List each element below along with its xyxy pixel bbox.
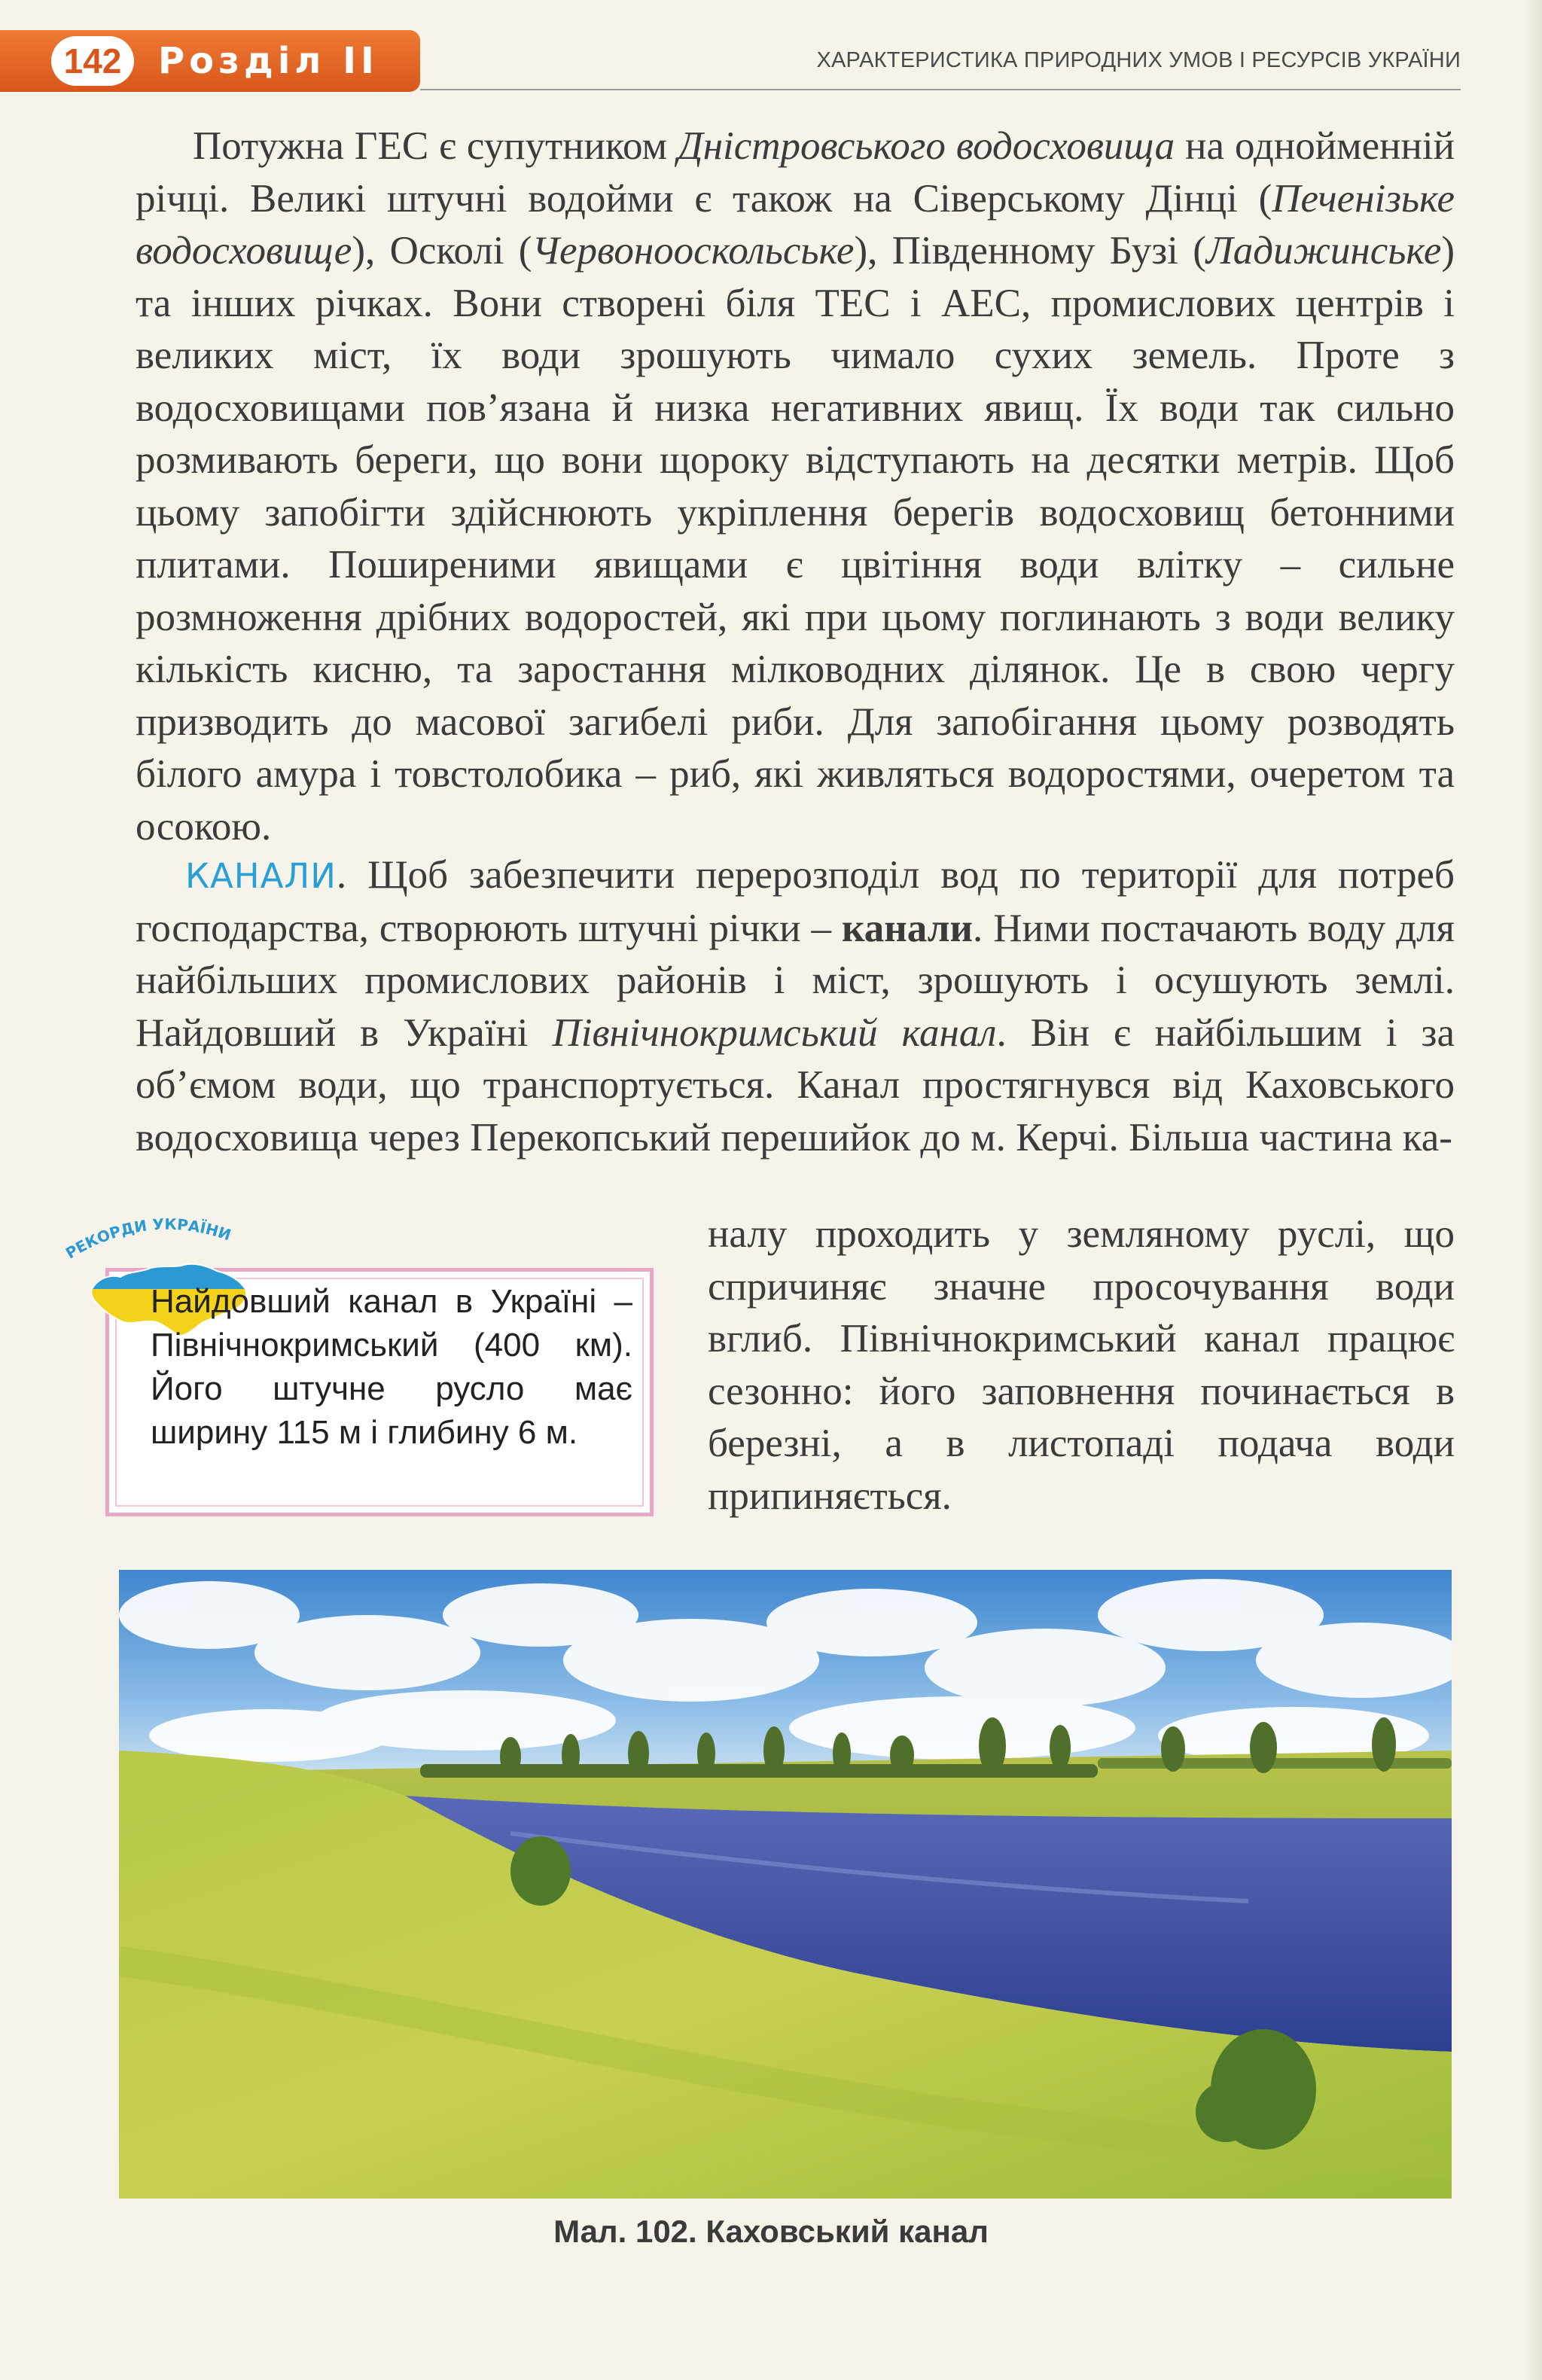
header-rule [420, 89, 1461, 90]
paragraph-canals-continued: налу проходить у земляному руслі, що спричиняє значне просочування води вглиб. Північнокримський канал працює сезонно: його заповнення починається в березні, а в листопаді подача води припиняється. [708, 1212, 1455, 1518]
section-label: Розділ II [158, 40, 379, 82]
records-box-text: Найдовший канал в Україні – Північнокримський (400 км). Його штучне русло має ширину 115 м і глибину 6 м. [151, 1283, 632, 1451]
italic-term: Ладижинське [1205, 229, 1442, 273]
figure-caption: Мал. 102. Каховський канал [553, 2214, 989, 2249]
subheading-canals: КАНАЛИ [185, 856, 337, 896]
bold-term: канали [842, 906, 974, 950]
italic-term: Дністровського водосховища [677, 124, 1175, 168]
text-run: ) та інших річках. Вони створені біля ТЕС і АЕС, промислових центрів і великих міст, їх води зрошують чимало сухих земель. Проте з водосховищами пов’язана й низка негативних явищ. Їх води так сильно розмивають береги, що вони щороку відступають на десятки метрів. Щоб цьому запобігти здійснюють укріплення берегів водосховищ бетонними плитами. Поширеними явищами є цвітіння води влітку – сильне розмноження дрібних водоростей, які при цьому поглинають з води велику кількість кисню, та заростання мілководних ділянок. Це в свою чергу призводить до масової загибелі риби. Для запобігання цьому розводять білого амура і товстолобика – риб, які живляться водоростями, очеретом та осокою. [136, 229, 1455, 849]
text-run: . Він є найбільшим і за об’ємом води, що транспортується. Канал простягнувся від Каховського водосховища через Перекопський перешийок до м. Керчі. Більша частина ка- [136, 1010, 1455, 1160]
italic-term: Печенізьке водосховище [136, 176, 1455, 273]
running-title: ХАРАКТЕРИСТИКА ПРИРОДНИХ УМОВ І РЕСУРСІВ УКРАЇНИ [816, 48, 1461, 72]
canal-photo [119, 1570, 1452, 2199]
italic-term: Північнокримський канал [552, 1010, 997, 1055]
text-run: Потужна ГЕС є супутником [193, 124, 678, 168]
canal-landscape-illustration [119, 1570, 1452, 2199]
text-run: на однойменній річці. Великі штучні водойми є також на Сіверському Дінці ( [136, 124, 1455, 221]
svg-text:РЕКОРДИ УКРАЇНИ [62, 1215, 233, 1263]
paragraph-reservoirs [136, 120, 1455, 853]
text-run: ), Південному Бузі ( [854, 229, 1206, 273]
italic-term: Червонооскольське [532, 229, 855, 273]
text-run: . Щоб забезпечити перерозподіл вод по території для потреб господарства, створюють штучні річки – [136, 853, 1455, 950]
text-run: . Ними постачають воду для найбільших промислових районів і міст, зрошують і осушують землі. Найдовший в Україні [136, 906, 1455, 1055]
records-banner-label: РЕКОРДИ УКРАЇНИ [62, 1214, 233, 1263]
paragraph-canals [136, 849, 1455, 1164]
text-run: ), Осколі ( [352, 229, 532, 273]
page-number: 142 [51, 36, 134, 86]
page-edge-shadow [1524, 0, 1542, 2380]
